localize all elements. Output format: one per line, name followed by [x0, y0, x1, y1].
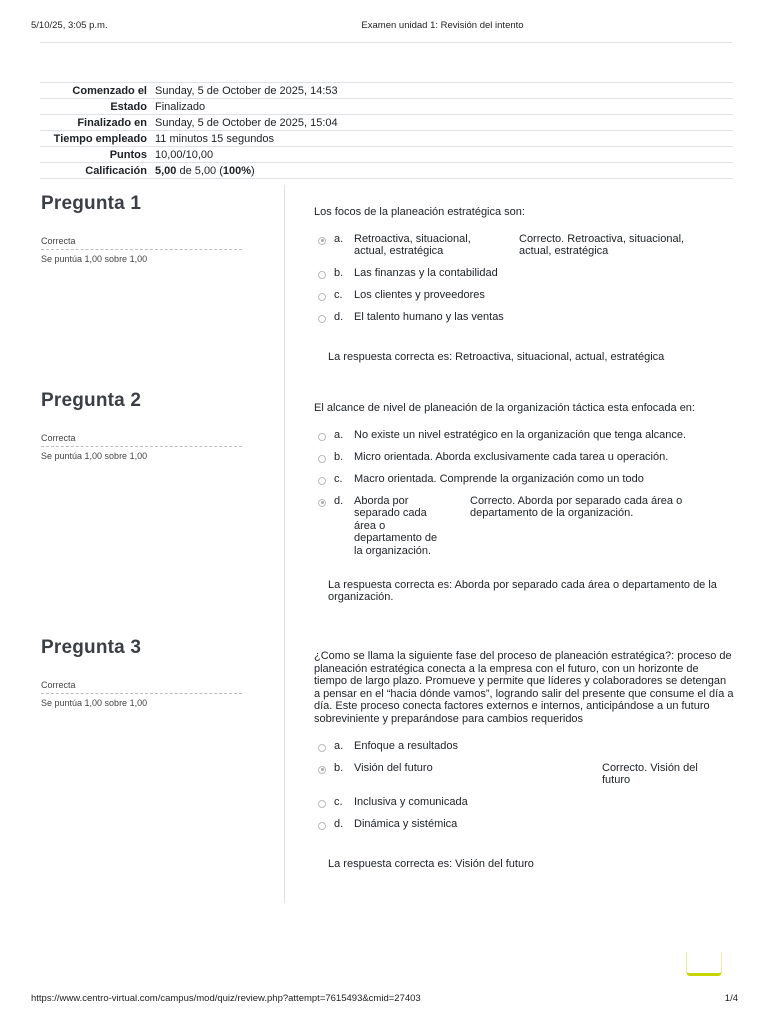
- answer-letter: a.: [334, 428, 344, 441]
- answer-letter: b.: [334, 761, 344, 774]
- answer-letter: c.: [334, 795, 343, 808]
- answer-letter: d.: [334, 817, 344, 830]
- answer-list: [314, 233, 734, 325]
- answer-text: Las finanzas y la contabilidad: [354, 266, 498, 279]
- question-grade: Se puntúa 1,00 sobre 1,00: [41, 698, 148, 708]
- summary-label: Comenzado el: [72, 84, 147, 97]
- answer-option[interactable]: [314, 495, 734, 559]
- column-divider: [284, 185, 285, 903]
- grade-percent: 100%: [222, 164, 252, 177]
- answer-option[interactable]: [314, 818, 734, 832]
- question-grade: Se puntúa 1,00 sobre 1,00: [41, 254, 148, 264]
- answer-text: Enfoque a resultados: [354, 739, 458, 752]
- page-number: 1/4: [724, 993, 738, 1004]
- answer-text: No existe un nivel estratégico en la organización que tenga alcance.: [354, 428, 687, 441]
- right-answer: La respuesta correcta es: Aborda por separado cada área o departamento de la organización.: [328, 578, 717, 604]
- attempt-summary-table: [40, 82, 733, 179]
- summary-label: Finalizado en: [77, 116, 147, 129]
- radio-icon[interactable]: [318, 271, 326, 279]
- question-state: Correcta: [41, 433, 242, 447]
- answer-option[interactable]: [314, 429, 734, 443]
- question-1-info: [41, 193, 242, 264]
- answer-text: Retroactiva, situacional, actual, estratégica: [354, 232, 471, 258]
- summary-label: Tiempo empleado: [53, 132, 147, 145]
- answer-option[interactable]: [314, 473, 734, 487]
- answer-letter: d.: [334, 494, 344, 507]
- summary-row-state: [40, 99, 733, 115]
- answer-option[interactable]: [314, 451, 734, 465]
- radio-icon[interactable]: [318, 800, 326, 808]
- question-title: Pregunta 1: [41, 193, 142, 214]
- radio-icon[interactable]: [318, 433, 326, 441]
- grade-middle: de 5,00 (: [176, 164, 223, 177]
- summary-row-finished: [40, 115, 733, 131]
- answer-option[interactable]: [314, 740, 734, 754]
- print-date: 5/10/25, 3:05 p.m.: [31, 20, 108, 31]
- question-text: Los focos de la planeación estratégica son:: [314, 206, 525, 218]
- right-answer: La respuesta correcta es: Retroactiva, situacional, actual, estratégica: [328, 350, 665, 363]
- answer-text: El talento humano y las ventas: [354, 310, 504, 323]
- answer-letter: b.: [334, 450, 344, 463]
- grade-end: ): [251, 164, 255, 177]
- question-title: Pregunta 2: [41, 390, 142, 411]
- radio-icon[interactable]: [318, 822, 326, 830]
- answer-option[interactable]: [314, 289, 734, 303]
- radio-icon[interactable]: [318, 744, 326, 752]
- question-2-info: [41, 390, 242, 461]
- grade-value: 5,00: [155, 164, 177, 177]
- answer-letter: d.: [334, 310, 344, 323]
- answer-feedback: Correcto. Aborda por separado cada área o departamento de la organización.: [470, 494, 683, 520]
- answer-option[interactable]: [314, 762, 734, 788]
- summary-label: Puntos: [109, 148, 147, 161]
- question-title: Pregunta 3: [41, 637, 142, 658]
- question-3-content: [314, 650, 734, 870]
- question-state: Correcta: [41, 680, 242, 694]
- summary-row-grade: [40, 163, 733, 179]
- question-2-content: [314, 402, 734, 604]
- radio-checked-icon[interactable]: [318, 237, 326, 245]
- summary-row-time: [40, 131, 733, 147]
- back-to-top-tab[interactable]: [686, 952, 722, 976]
- radio-icon[interactable]: [318, 477, 326, 485]
- radio-icon[interactable]: [318, 455, 326, 463]
- answer-text: Dinámica y sistémica: [354, 817, 458, 830]
- answer-letter: b.: [334, 266, 344, 279]
- answer-text: Aborda por separado cada área o departamento de la organización.: [354, 494, 438, 557]
- answer-list: [314, 429, 734, 559]
- print-title: Examen unidad 1: Revisión del intento: [361, 20, 524, 31]
- answer-option[interactable]: [314, 796, 734, 810]
- summary-value: 10,00/10,00: [155, 148, 214, 161]
- summary-label: Estado: [110, 100, 147, 113]
- summary-value: 11 minutos 15 segundos: [155, 132, 275, 145]
- answer-letter: c.: [334, 472, 343, 485]
- header-divider: [40, 42, 732, 43]
- summary-value: Sunday, 5 de October de 2025, 15:04: [155, 116, 338, 129]
- question-state: Correcta: [41, 236, 242, 250]
- question-3-info: [41, 637, 242, 708]
- answer-text: Los clientes y proveedores: [354, 288, 485, 301]
- answer-option[interactable]: [314, 267, 734, 281]
- radio-icon[interactable]: [318, 315, 326, 323]
- answer-text: Micro orientada. Aborda exclusivamente cada tarea u operación.: [354, 450, 669, 463]
- answer-text: Macro orientada. Comprende la organización como un todo: [354, 472, 644, 485]
- answer-letter: a.: [334, 739, 344, 752]
- answer-option[interactable]: [314, 311, 734, 325]
- question-grade: Se puntúa 1,00 sobre 1,00: [41, 451, 148, 461]
- right-answer: La respuesta correcta es: Visión del futuro: [328, 857, 534, 870]
- print-url: https://www.centro-virtual.com/campus/mod/quiz/review.php?attempt=7615493&cmid=27403: [31, 993, 421, 1004]
- question-1-content: [314, 206, 734, 363]
- question-text: El alcance de nivel de planeación de la organización táctica esta enfocada en:: [314, 402, 695, 414]
- radio-checked-icon[interactable]: [318, 499, 326, 507]
- answer-option[interactable]: [314, 233, 734, 259]
- summary-row-points: [40, 147, 733, 163]
- radio-icon[interactable]: [318, 293, 326, 301]
- summary-value: [151, 163, 733, 179]
- answer-feedback: Correcto. Visión del futuro: [602, 761, 698, 787]
- answer-feedback: Correcto. Retroactiva, situacional, actual, estratégica: [519, 232, 685, 258]
- answer-text: Visión del futuro: [354, 761, 433, 774]
- radio-checked-icon[interactable]: [318, 766, 326, 774]
- answer-letter: c.: [334, 288, 343, 301]
- answer-letter: a.: [334, 232, 344, 245]
- answer-text: Inclusiva y comunicada: [354, 795, 468, 808]
- summary-value: Sunday, 5 de October de 2025, 14:53: [155, 84, 338, 97]
- summary-value: Finalizado: [155, 100, 206, 113]
- summary-label: Calificación: [85, 164, 147, 177]
- summary-row-started: [40, 83, 733, 99]
- question-text: ¿Como se llama la siguiente fase del proceso de planeación estratégica?: proceso de planeación estratégica conecta a la empresa con el futuro, con un horizonte de tiempo de largo plazo. Promueve y permite que líderes y colaboradores se detengan a pensar en el “hacia dónde vamos”, logrando salir del presente que consume el día a día. Este proceso conecta factores externos e internos, anticipándose a un futuro sobreviniente y preparándose para cambios requeridos: [314, 650, 734, 725]
- answer-list: [314, 740, 734, 832]
